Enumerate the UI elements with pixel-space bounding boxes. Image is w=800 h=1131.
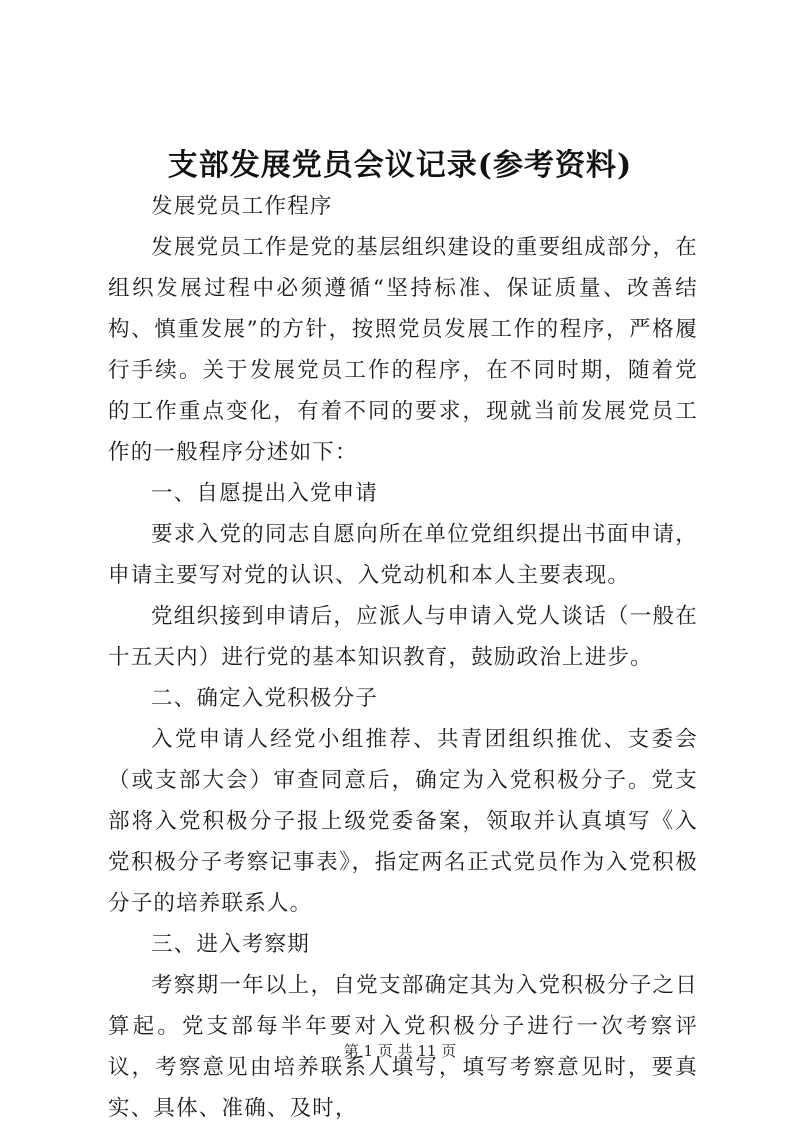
paragraph-step-2-text: 入党申请人经党小组推荐、共青团组织推优、支委会（或支部大会）审查同意后，确定为入党积极分子。党支部将入党积极分子报上级党委备案，领取并认真填写《入党积极分子考察记事表》，指定两名正式党员作为入党积极分子的培养联系人。 [108,727,698,916]
paragraph-step-1-text-1: 要求入党的同志自愿向所在单位党组织提出书面申请，申请主要写对党的认识、入党动机和本人主要表现。 [108,522,698,588]
document-body [108,186,698,1129]
paragraph-step-1-text-2: 党组织接到申请后，应派人与申请入党人谈话（一般在十五天内）进行党的基本知识教育，鼓励政治上进步。 [108,604,698,670]
paragraph-step-3-heading: 三、进入考察期 [151,932,310,957]
page-footer: 第 1 页 共 11 页 [343,1042,457,1060]
paragraph-section-heading: 发展党员工作程序 [151,194,333,219]
paragraph-step-3-text: 考察期一年以上，自党支部确定其为入党积极分子之日算起。党支部每半年要对入党积极分子进行一次考察评议，考察意见由培养联系人填写，填写考察意见时，要真实、具体、准确、及时， [108,973,698,1121]
paragraph-step-2-heading: 二、确定入党积极分子 [151,686,379,711]
paragraph-intro: 发展党员工作是党的基层组织建设的重要组成部分，在组织发展过程中必须遵循“坚持标准、保证质量、改善结构、慎重发展”的方针，按照党员发展工作的程序，严格履行手续。关于发展党员工作的程序，在不同时期，随着党的工作重点变化，有着不同的要求，现就当前发展党员工作的一般程序分述如下： [108,235,698,465]
document-title: 支部发展党员会议记录(参考资料) [167,148,633,183]
paragraph-step-1-heading: 一、自愿提出入党申请 [151,481,379,506]
